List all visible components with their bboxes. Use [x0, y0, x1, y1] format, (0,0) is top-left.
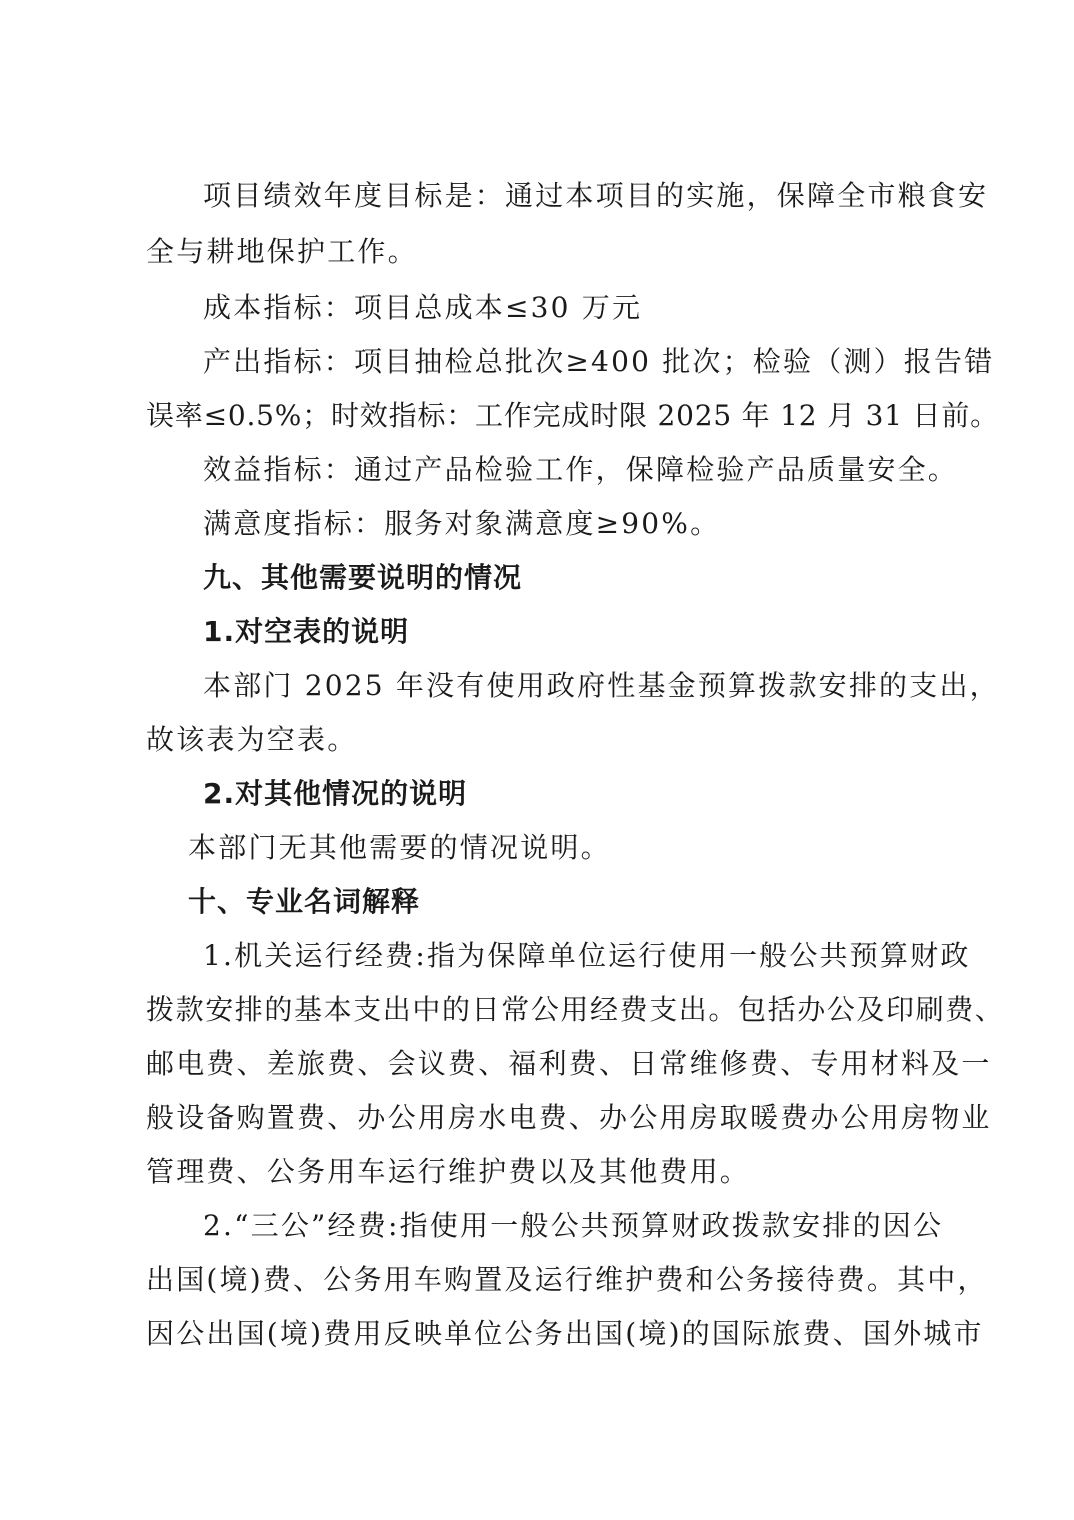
paragraph-line-6: 效益指标：通过产品检验工作，保障检验产品质量安全。: [203, 453, 959, 486]
paragraph-line-7: 满意度指标：服务对象满意度≥90%。: [203, 507, 721, 540]
paragraph-line-21: 出国(境)费、公务用车购置及运行维护费和公务接待费。其中，: [146, 1263, 988, 1296]
paragraph-line-16: 拨款安排的基本支出中的日常公用经费支出。包括办公及印刷费、: [146, 993, 1005, 1026]
paragraph-line-4: 产出指标：项目抽检总批次≥400 批次；检验（测）报告错: [203, 345, 995, 378]
subheading-2: 2.对其他情况的说明: [203, 777, 468, 810]
paragraph-line-5: 误率≤0.5%；时效指标：工作完成时限 2025 年 12 月 31 日前。: [146, 399, 999, 432]
paragraph-line-3: 成本指标：项目总成本≤30 万元: [203, 291, 643, 324]
paragraph-line-2: 全与耕地保护工作。: [146, 235, 418, 268]
paragraph-line-17: 邮电费、差旅费、会议费、福利费、日常维修费、专用材料及一: [146, 1047, 992, 1080]
paragraph-line-10: 本部门 2025 年没有使用政府性基金预算拨款安排的支出，: [203, 669, 1000, 702]
paragraph-line-18: 般设备购置费、办公用房水电费、办公用房取暖费办公用房物业: [146, 1101, 992, 1134]
paragraph-line-1: 项目绩效年度目标是：通过本项目的实施，保障全市粮食安: [203, 179, 989, 212]
paragraph-line-11: 故该表为空表。: [146, 723, 358, 756]
paragraph-line-15: 1.机关运行经费:指为保障单位运行使用一般公共预算财政: [203, 939, 971, 972]
paragraph-line-20: 2.“三公”经费:指使用一般公共预算财政拨款安排的因公: [203, 1209, 944, 1242]
paragraph-line-19: 管理费、公务用车运行维护费以及其他费用。: [146, 1155, 751, 1188]
section-heading-9: 九、其他需要说明的情况: [203, 561, 523, 594]
paragraph-line-22: 因公出国(境)费用反映单位公务出国(境)的国际旅费、国外城市: [146, 1317, 984, 1350]
section-heading-10: 十、专业名词解释: [188, 885, 421, 918]
paragraph-line-13: 本部门无其他需要的情况说明。: [188, 831, 611, 864]
subheading-1: 1.对空表的说明: [203, 615, 410, 648]
